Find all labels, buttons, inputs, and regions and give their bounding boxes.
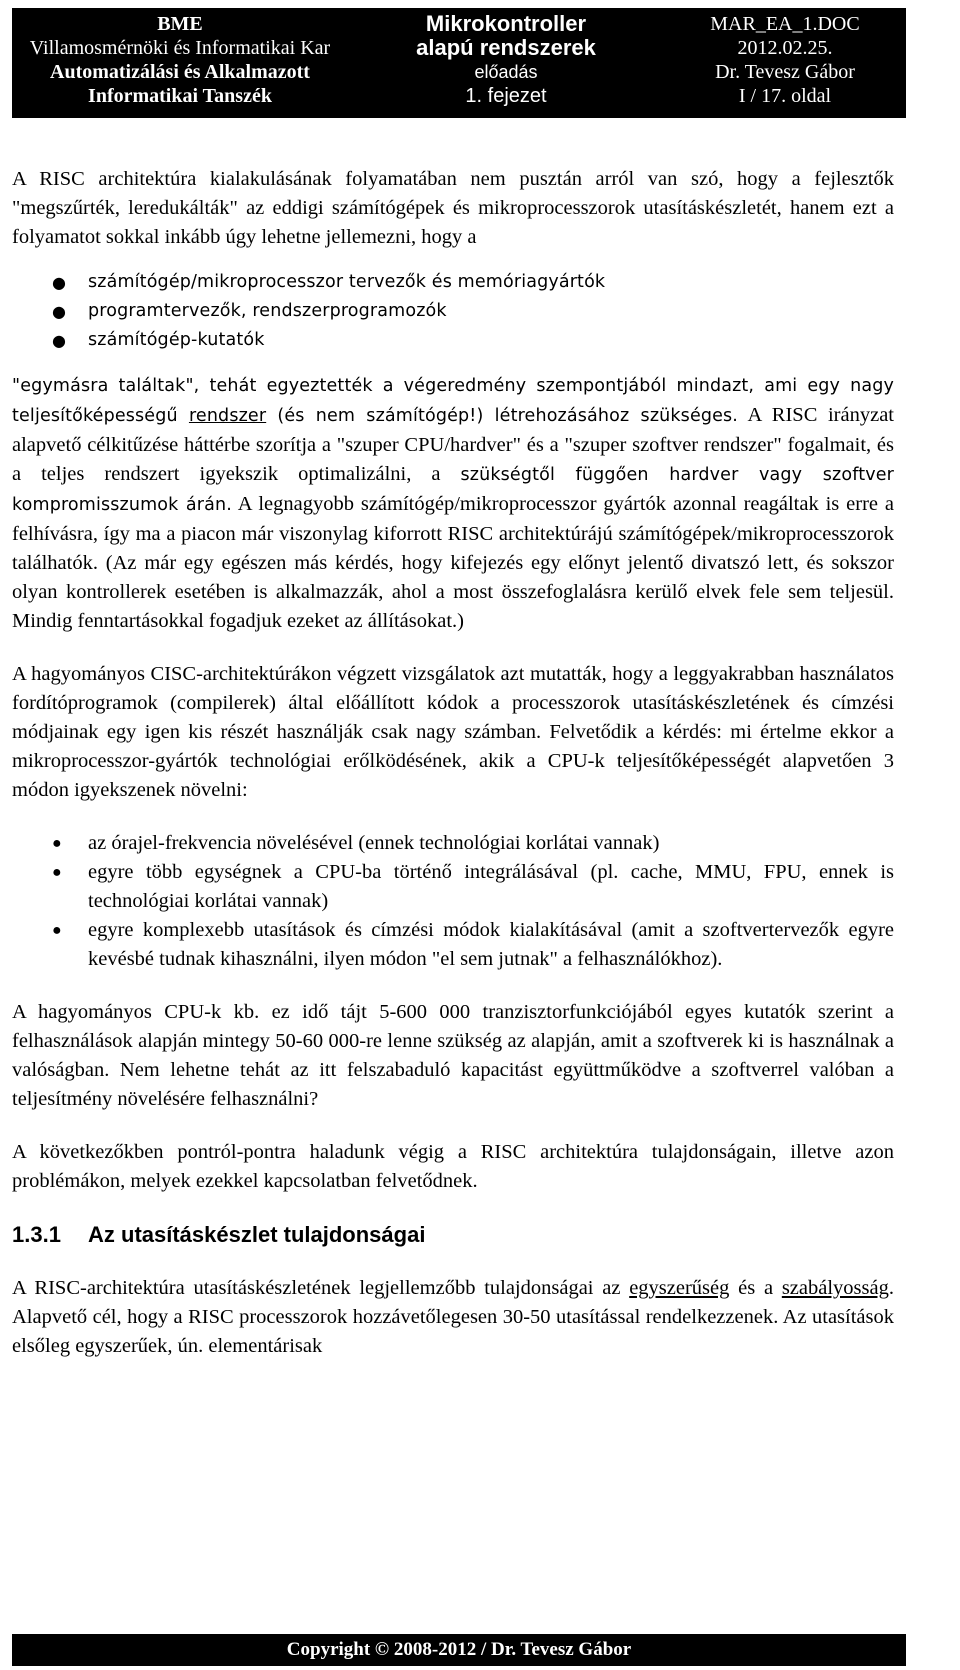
szabalyossag-link[interactable]: szabályosság xyxy=(781,1277,889,1299)
paragraph-is-text-a: A RISC-architektúra utasításkészletének legjellemzőbb tulajdonságai az xyxy=(12,1277,630,1299)
section-heading xyxy=(12,1220,894,1250)
paragraph-transistors-text: A hagyományos CPU-k kb. ez idő tájt 5-600 000 tranzisztorfunkciójából egyes kutatók szerint a felhasználások alapján mintegy 50-60 000-re lenne szükség az alapján, amit a szoftverek ki is használnak a valóságban. Nem lehetne tehát az itt felszabaduló kapacitást együttműködve a szoftverrel valóban a teljesítmény növelésére felhasználni? xyxy=(12,1001,894,1110)
header-page-number: I / 17. oldal xyxy=(738,85,832,107)
paragraph-risc-text-c: A RISC irányzat alapvető célkitűzése háttérbe szorítja a "szuper CPU/hardver" és a "szuper szoftver rendszer" fogalmait, és a teljes rendszert igyekszik optimalizálni, a xyxy=(12,404,894,485)
bullet-list-participants xyxy=(12,268,894,355)
paragraph-next-text: A következőkben pontról-pontra haladunk végig a RISC architektúra tulajdonságain, illetve azon problémákon, melyek ezekkel kapcsolatban felvetődnek. xyxy=(12,1141,894,1192)
list-item xyxy=(12,326,894,355)
list-item-text: egyre komplexebb utasítások és címzési módok kialakításával (amit a szoftvertervezők egyre kevésbé tudnak kihasználni, ilyen módon "el sem jutnak" a felhasználókhoz). xyxy=(88,919,894,970)
paragraph-is-text-c: . Alapvető cél, hogy a RISC processzorok hozzávetőlegesen 30-50 utasítással rendelkezzenek. Az utasítások elsőleg egyszerűek, ún. elementárisak xyxy=(12,1277,894,1357)
list-item xyxy=(12,268,894,297)
rendszer-link[interactable]: rendszer xyxy=(188,406,267,426)
bullet-icon: ● xyxy=(52,835,62,852)
paragraph-cisc-text: A hagyományos CISC-architektúrákon végzett vizsgálatok azt mutatták, hogy a leggyakrabban használatos fordítóprogramok (compilerek) által előállított kódok a processzorok utasításkészletének és címzési módjainak egy igen kis részét használják csak nagy számban. Felvetődik a kérdés: mi értelme ekkor a mikroprocesszor-gyártók technológiai erőlködésének, akik a CPU-k teljesítőképességét alapvetően 3 módon igyekszenek növelni: xyxy=(12,663,894,801)
header-faculty: Villamosmérnöki és Informatikai Kar xyxy=(29,37,331,59)
header-chapter: 1. fejezet xyxy=(465,85,547,107)
header-right xyxy=(664,8,906,118)
list-item xyxy=(12,858,894,916)
bullet-icon: ● xyxy=(52,302,67,321)
paragraph-cisc xyxy=(12,660,894,805)
list-item xyxy=(12,916,894,974)
bullet-list-methods xyxy=(12,829,894,974)
page-header xyxy=(12,8,906,118)
header-date: 2012.02.25. xyxy=(737,37,833,59)
bullet-icon: ● xyxy=(52,331,67,350)
header-university: BME xyxy=(157,13,203,35)
paragraph-risc-text-a: "egymásra találtak", tehát egyeztették a végeredmény szempontjából mindazt, ami egy nagy teljesítőképességű xyxy=(12,376,894,426)
header-department-line1: Automatizálási és Alkalmazott xyxy=(50,61,310,83)
paragraph-risc-text-d: szükségtől függően hardver vagy szoftver kompromisszumok árán. xyxy=(12,465,894,515)
header-department-line2: Informatikai Tanszék xyxy=(88,85,272,107)
section-number: 1.3.1 xyxy=(12,1222,61,1247)
paragraph-next xyxy=(12,1138,894,1196)
header-center xyxy=(348,8,664,118)
header-course-line1: Mikrokontroller xyxy=(425,11,587,36)
document-body xyxy=(12,165,894,1361)
section-title: Az utasításkészlet tulajdonságai xyxy=(88,1222,426,1247)
list-item-text: egyre több egységnek a CPU-ba történő integrálásával (pl. cache, MMU, FPU, ennek is technológiai korlátai vannak) xyxy=(88,861,894,912)
paragraph-intro xyxy=(12,165,894,252)
list-item-text: az órajel-frekvencia növelésével (ennek technológiai korlátai vannak) xyxy=(88,832,660,854)
header-author: Dr. Tevesz Gábor xyxy=(715,61,855,83)
paragraph-instruction-set xyxy=(12,1274,894,1361)
list-item-text: programtervezők, rendszerprogramozók xyxy=(88,301,447,321)
paragraph-intro-text: A RISC architektúra kialakulásának folyamatában nem pusztán arról van szó, hogy a fejlesztők "megszűrték, leredukálták" az eddigi számítógépek és mikroprocesszorok utasításkészletét, hanem ezt a folyamatot sokkal inkább úgy lehetne jellemezni, hogy a xyxy=(12,168,894,248)
egyszeruseg-link[interactable]: egyszerűség xyxy=(629,1277,730,1299)
paragraph-risc-text-e: A legnagyobb számítógép/mikroprocesszor gyártók azonnal reagáltak is erre a felhívásra, így ma a piacon már viszonylag kiforrott RISC architektúrájú számítógépek/mikroprocesszorok találhatók. (Az már egy egészen más kérdés, hogy kifejezés egy előnyt jelentő divatszó lett, és sokszor olyan kontrollerek esetében is alkalmazzák, ahol a most összefoglalásra kerülő elvek fele sem teljesül. Mindig fenntartásokkal fogadjuk ezeket az állításokat.) xyxy=(12,493,894,632)
paragraph-risc xyxy=(12,371,894,636)
header-course-line2: alapú rendszerek xyxy=(416,35,596,60)
bullet-icon: ● xyxy=(52,922,62,939)
list-item xyxy=(12,829,894,858)
paragraph-risc-text-b: (és nem számítógép!) létrehozásához szükséges. xyxy=(266,406,739,426)
paragraph-transistors xyxy=(12,998,894,1114)
bullet-icon: ● xyxy=(52,273,67,292)
list-item xyxy=(12,297,894,326)
paragraph-is-text-b: és a xyxy=(729,1277,782,1299)
header-filename: MAR_EA_1.DOC xyxy=(710,13,860,35)
page-footer: Copyright © 2008-2012 / Dr. Tevesz Gábor xyxy=(12,1634,906,1666)
header-left xyxy=(12,8,348,118)
list-item-text: számítógép/mikroprocesszor tervezők és memóriagyártók xyxy=(88,272,606,292)
header-type: előadás xyxy=(474,62,538,82)
list-item-text: számítógép-kutatók xyxy=(88,330,265,350)
bullet-icon: ● xyxy=(52,864,62,881)
